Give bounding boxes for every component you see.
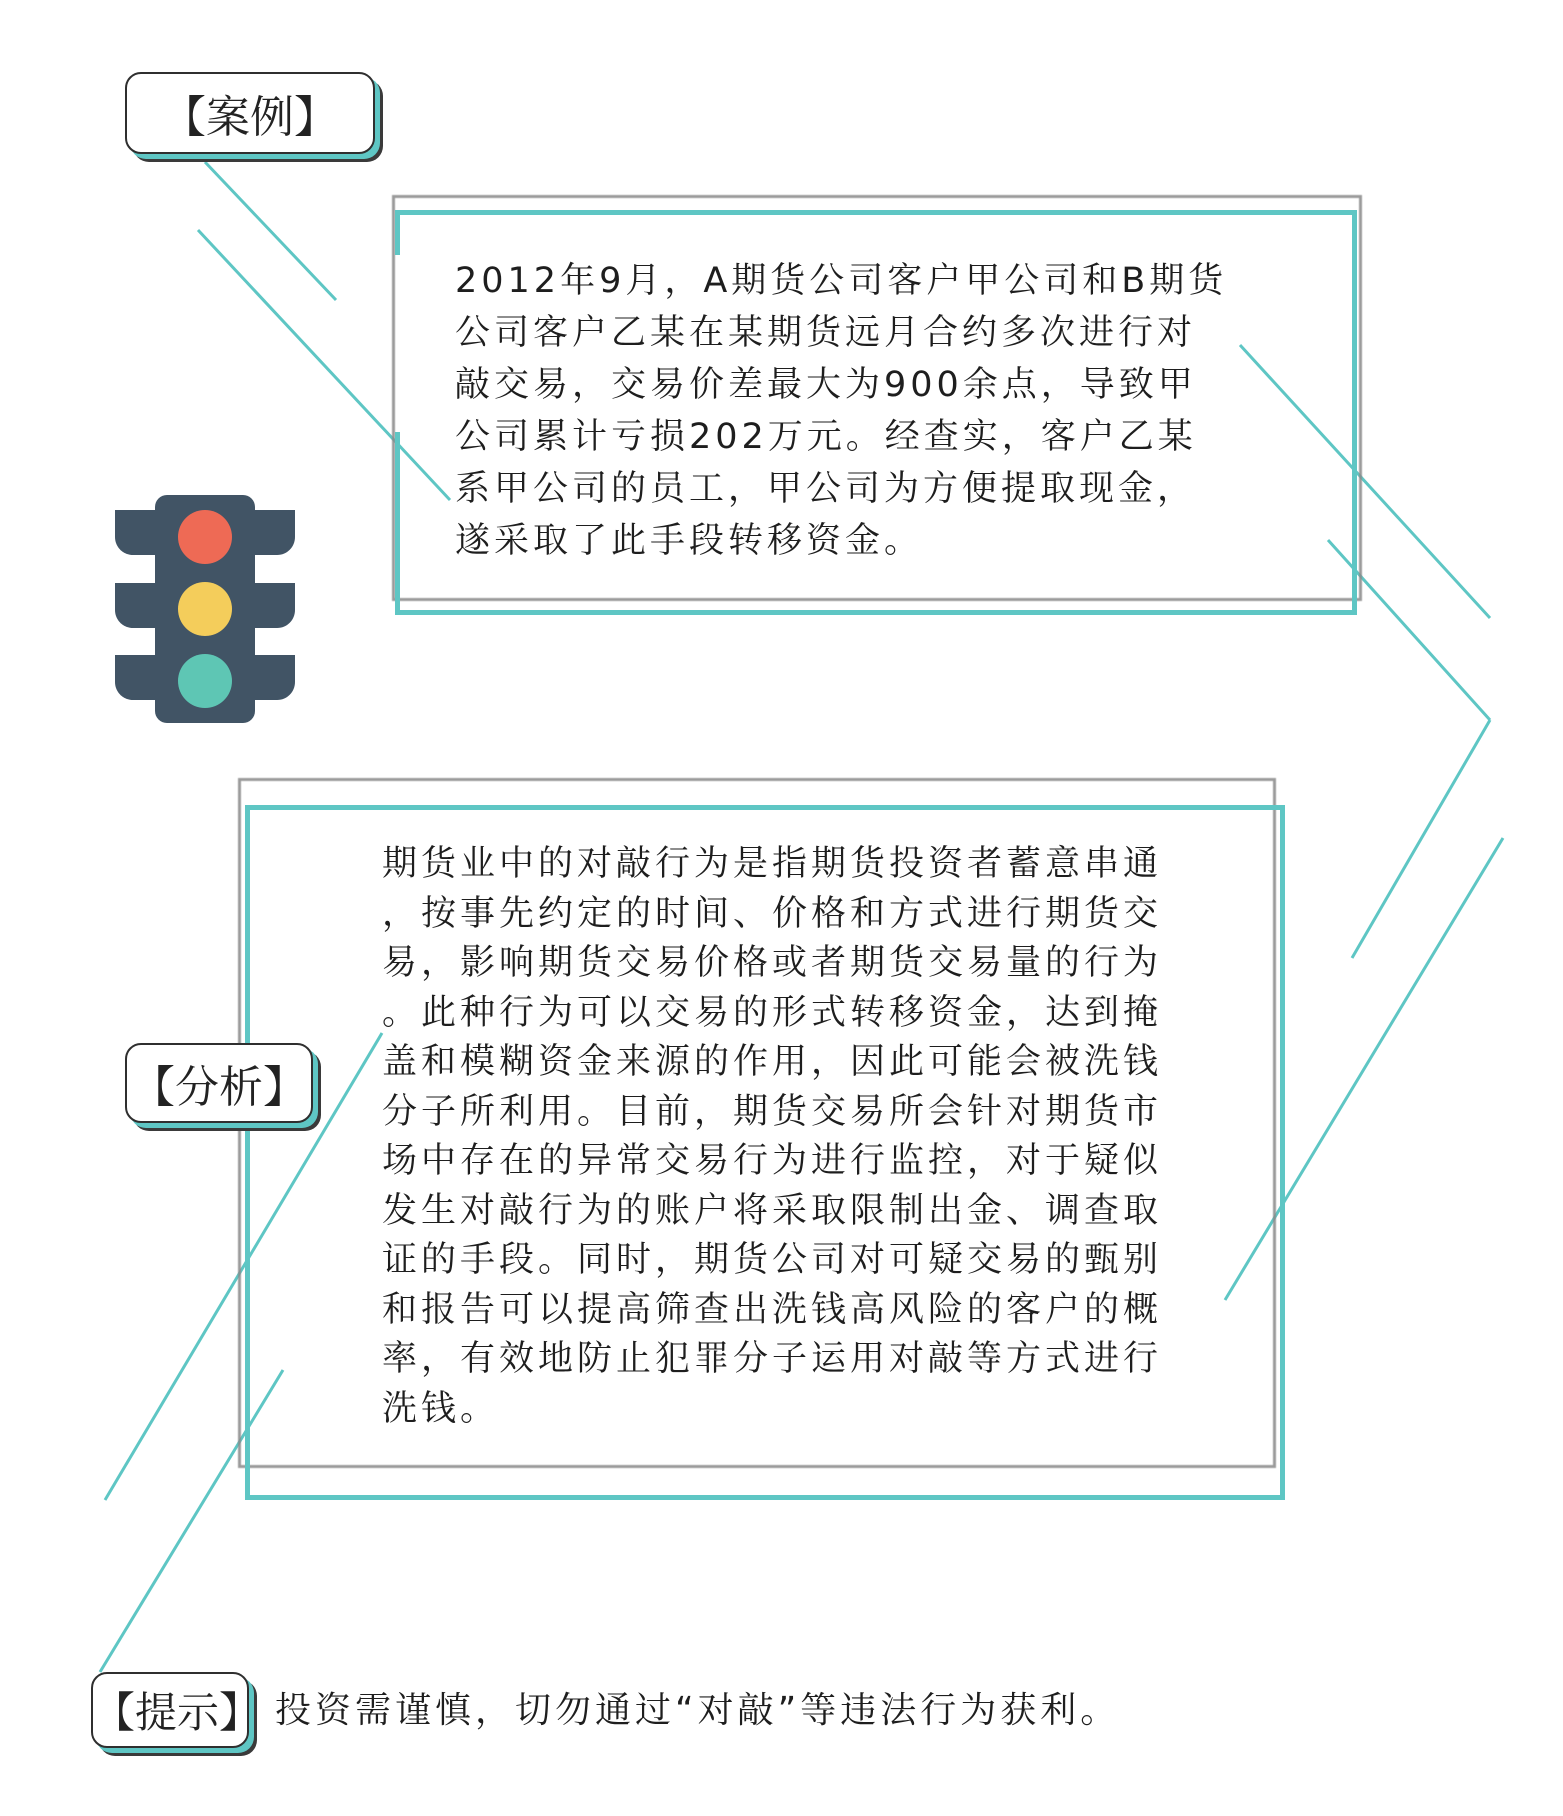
tip-text: 投资需谨慎，切勿通过“对敲”等违法行为获利。: [275, 1690, 1121, 1731]
tip-tag: 【提示】: [91, 1672, 249, 1748]
deco-line: [205, 162, 336, 300]
case-box-left-edge: [395, 432, 400, 615]
analysis-text: 期货业中的对敲行为是指期货投资者蓄意串通 ，按事先约定的时间、价格和方式进行期货交 易，影响期货交易价格或者期货交易量的行为 。此种行为可以交易的形式转移资金，达到掩 盖和模糊资金来源的作用，因此可能会被洗钱 分子所利用。目前，期货交易所会针对期货市 场中存在的异常交易行为进行监控，对于疑似 发生对敲行为的账户将采取限制出金、调查取 证的手段。同时，期货公司对可疑交易的甄别 和报告可以提高筛查出洗钱高风险的客户的概 率，有效地防止犯罪分子运用对敲等方式进行 洗钱。: [382, 844, 1163, 1429]
analysis-tag: 【分析】: [125, 1043, 313, 1123]
traffic-light-icon: [115, 495, 295, 723]
case-tag: 【案例】: [125, 72, 375, 154]
deco-line: [1352, 720, 1490, 958]
green-light: [178, 654, 232, 708]
case-text: 2012年9月，A期货公司客户甲公司和B期货 公司客户乙某在某期货远月合约多次进行对 敲交易，交易价差最大为900余点，导致甲 公司累计亏损202万元。经查实，客户乙某 系甲公司的员工，甲公司为方便提取现金， 遂采取了此手段转移资金。: [455, 261, 1228, 561]
yellow-light: [178, 582, 232, 636]
red-light: [178, 510, 232, 564]
case-box-left-edge: [395, 210, 400, 255]
